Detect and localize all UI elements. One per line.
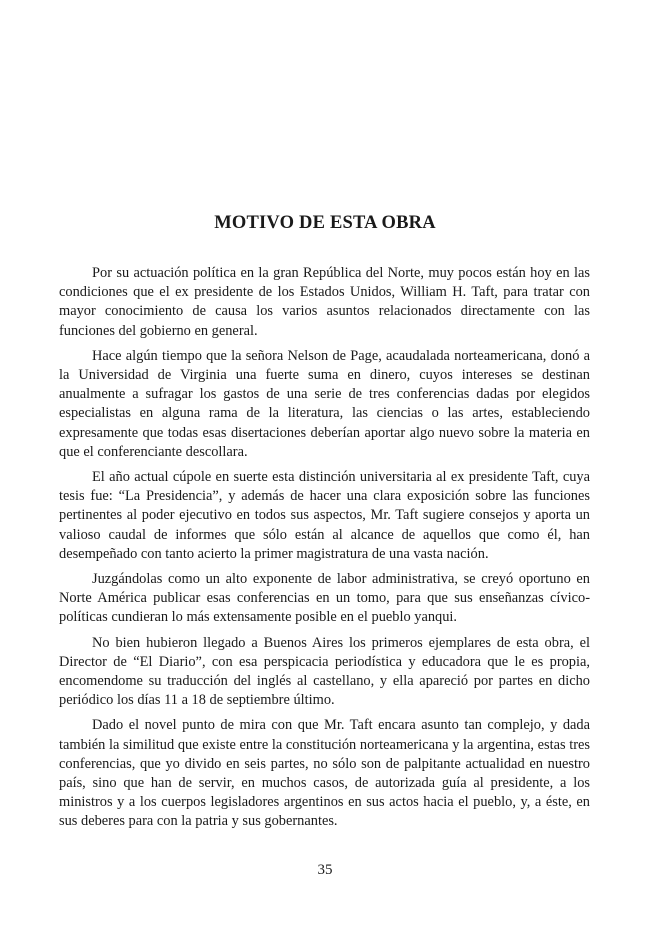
paragraph: Dado el novel punto de mira con que Mr. Taft encara asunto tan complejo, y dada también la similitud que existe entre la constitución norteamericana y la argentina, estas tres conferencias, que yo divido en seis partes, no sólo son de palpitante actualidad en nuestro país, sino que han de servir, en muchos casos, de autorizada guía al presidente, a los ministros y a los cuerpos legisladores argentinos en sus actos hacia el pueblo, y, a éste, en sus deberes para con la patria y sus gobernantes. [59, 717, 590, 830]
body-text [59, 264, 590, 838]
page-title: MOTIVO DE ESTA OBRA [214, 213, 436, 233]
paragraph: El año actual cúpole en suerte esta distinción universitaria al ex presidente Taft, cuya tesis fue: “La Presidencia”, y además de hacer una clara exposición sobre las funciones pertinentes al poder ejecutivo en todos sus aspectos, Mr. Taft sugiere consejos y aporta un valioso caudal de informes que sólo están al alcance de aquellos que como él, han desempeñado con tanto acierto la primer magistratura de una vasta nación. [59, 469, 590, 562]
paragraph: Juzgándolas como un alto exponente de labor administrativa, se creyó oportuno en Norte América publicar esas conferencias en un tomo, para que sus enseñanzas cívico-políticas cundieran lo más extensamente posible en el pueblo yanqui. [59, 571, 590, 626]
page-number: 35 [317, 862, 333, 878]
paragraph: Por su actuación política en la gran República del Norte, muy pocos están hoy en las condiciones que el ex presidente de los Estados Unidos, William H. Taft, para tratar con mayor conocimiento de causa los varios asuntos relacionados directamente con las funciones del gobierno en general. [59, 265, 590, 339]
paragraph: Hace algún tiempo que la señora Nelson de Page, acaudalada norteamericana, donó a la Universidad de Virginia una fuerte suma en dinero, cuyos intereses se destinan anualmente a sufragar los gastos de una serie de tres conferencias dadas por elegidos especialistas en alguna rama de la literatura, las ciencias o las artes, estableciendo expresamente que todas esas disertaciones deberían aportar algo nuevo sobre la materia en que el conferenciante descollara. [59, 347, 590, 460]
paragraph: No bien hubieron llegado a Buenos Aires los primeros ejemplares de esta obra, el Director de “El Diario”, con esa perspicacia periodística y educadora que le es propia, encomendome su traducción del inglés al castellano, y ella apareció por partes en dicho periódico los días 11 a 18 de septiembre último. [59, 634, 590, 709]
